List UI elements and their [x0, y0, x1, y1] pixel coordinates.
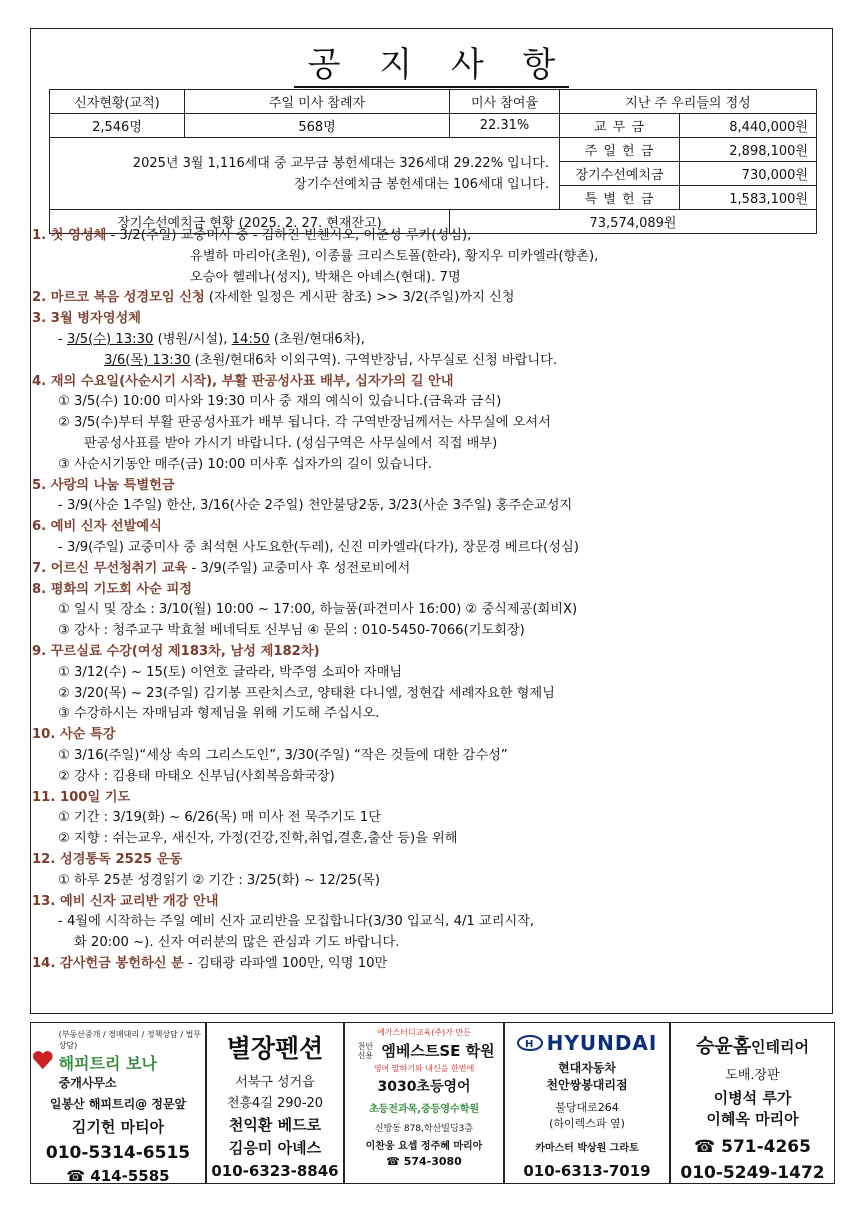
header-believers: 신자현황(교적): [50, 90, 185, 114]
notice-line: 판공성사표를 받아 가시기 바랍니다. (성심구역은 사무실에서 직접 배부): [84, 435, 498, 451]
heart-icon: [31, 1047, 55, 1073]
value-rate: 22.31%: [450, 114, 560, 138]
ad-happytree-logo: (부동산중개 / 경매대리 / 정책상담 / 법무상담) 해피트리 보나 중개사무소: [31, 1029, 205, 1091]
page-title: 공 지 사 항: [31, 37, 832, 86]
fund-label: 장기수선예치금 현황 (2025. 2. 27. 현재잔고): [50, 210, 450, 234]
notice-list: [32, 226, 812, 975]
notice-heading: 5. 사랑의 나눔 특별헌금: [32, 477, 175, 493]
ad-pension: 별장펜션 서북구 성거읍 천흥4길 290-20 천익환 베드로 김응미 아녜스 010-6323-8846: [206, 1022, 344, 1184]
offering-label: 교 무 금: [560, 114, 680, 138]
offering-label: 주 일 헌 금: [560, 138, 680, 162]
svg-text:H: H: [524, 1039, 533, 1050]
notice-line: ① 3/5(수) 10:00 미사와 19:30 미사 중 재의 예식이 있습니다.(금육과 금식): [58, 394, 502, 410]
offering-amount: 730,000원: [680, 162, 817, 186]
notice-line: ① 기간 : 3/19(화) ~ 6/26(목) 매 미사 전 묵주기도 1단: [58, 810, 382, 826]
notice-heading: 7. 어르신 무선청취기 교육: [32, 560, 188, 576]
ad-academy: 에가스터디교육(주)가 만든 천안 신용 엠베스트SE 학원 영어 말하기와 내신을 한번에 3030초등영어 초등전과목,중등영수학원 신방동 878,학산빌딩3층 이찬웅 요셉 정주혜 마리아 ☎ 574-3080: [344, 1022, 504, 1184]
notice-heading: 11. 100일 기도: [32, 789, 131, 805]
notice-line: - 3/9(주일) 교중미사 중 최석현 사도요한(두레), 신진 미카엘라(다가), 장문경 베르다(성심): [58, 539, 579, 555]
notice-line: 화 20:00 ~). 신자 여러분의 많은 관심과 기도 바랍니다.: [74, 935, 400, 951]
notice-item: [32, 226, 812, 247]
header-offering: 지난 주 우리들의 정성: [560, 90, 817, 114]
household-note-line: 2025년 3월 1,116세대 중 교무금 봉헌세대는 326세대 29.22% 입니다.: [132, 155, 549, 171]
notice-heading: 9. 꾸르실료 수강(여성 제183차, 남성 제182차): [32, 643, 320, 659]
notice-line: - 3/5(수) 13:30 (병원/시설), 14:50 (초원/현대6차),: [58, 331, 365, 347]
hyundai-logo: H HYUNDAI: [505, 1031, 669, 1055]
notice-heading: 13. 예비 신자 교리반 개강 안내: [32, 893, 219, 909]
value-attendance: 568명: [185, 114, 450, 138]
offering-label: 특 별 헌 금: [560, 186, 680, 210]
notice-line: - 3/9(사순 1주일) 한산, 3/16(사순 2주일) 천안불당2동, 3/23(사순 3주일) 홍주순교성지: [58, 498, 573, 514]
stats-table: [49, 89, 817, 234]
notice-text: - 3/2(주일) 교중미사 중 - 김하진 빈첸시오, 이준성 루카(성심),: [106, 228, 472, 243]
notice-line: ③ 수강하시는 자매님과 형제님을 위해 기도해 주십시오.: [58, 706, 380, 722]
ad-hyundai: H HYUNDAI 현대자동차 천안쌍봉대리점 불당대로264 (하이렉스파 옆) 카마스터 박상원 그라토 010-6313-7019: [504, 1022, 670, 1184]
notice-heading: 3. 3월 병자영성체: [32, 311, 141, 327]
notice-line: 유별하 마리아(초원), 이종률 크리스토폴(한라), 황지우 미카엘라(향촌),: [190, 248, 599, 264]
notice-line: ② 강사 : 김용태 마태오 신부님(사회복음화국장): [58, 768, 335, 784]
notice-line: ② 지향 : 쉬는교우, 새신자, 가정(건강,진학,취업,결혼,출산 등)을 위해: [58, 831, 458, 847]
notice-text: - 김태광 라파엘 100만, 익명 10만: [183, 955, 388, 971]
household-note-line: 장기수선예치금 봉헌세대는 106세대 입니다.: [294, 176, 549, 192]
notice-heading: 12. 성경통독 2525 운동: [32, 851, 183, 867]
notice-text: (자세한 일정은 게시판 참조) >> 3/2(주일)까지 신청: [204, 290, 515, 306]
sponsor-ads: [30, 1022, 835, 1184]
notice-line: - 4월에 시작하는 주일 예비 신자 교리반을 모집합니다(3/30 입교식, 4/1 교리시작,: [58, 914, 535, 930]
notice-item: [32, 559, 812, 580]
notice-heading: 14. 감사헌금 봉헌하신 분: [32, 955, 184, 971]
value-believers: 2,546명: [50, 114, 185, 138]
ad-happytree: (부동산중개 / 경매대리 / 정책상담 / 법무상담) 해피트리 보나 중개사무소 일봉산 해피트리@ 정문앞 김기헌 마티아 010-5314-6515 ☎ 414-5585: [30, 1022, 206, 1184]
header-rate: 미사 참여율: [450, 90, 560, 114]
notice-line: 오승아 헬레나(성지), 박채은 아녜스(현대). 7명: [190, 269, 461, 285]
offering-label: 장기수선예치금: [560, 162, 680, 186]
notice-item: [32, 288, 812, 309]
notice-heading: 2. 마르코 복음 성경모임 신청: [32, 290, 205, 306]
offering-amount: 1,583,100원: [680, 186, 817, 210]
notice-line: ② 3/20(목) ~ 23(주일) 김기봉 프란치스코, 양태환 다니엘, 정현갑 세례자요한 형제님: [58, 685, 555, 701]
header-attendance: 주일 미사 참례자: [185, 90, 450, 114]
notice-line: ② 3/5(수)부터 부활 판공성사표가 배부 됩니다. 각 구역반장님께서는 사무실에 오셔서: [58, 415, 551, 431]
offering-amount: 2,898,100원: [680, 138, 817, 162]
fund-amount: 73,574,089원: [450, 210, 817, 234]
notice-heading: 10. 사순 특강: [32, 727, 116, 743]
notice-line: ① 3/12(수) ~ 15(토) 이연호 글라라, 박주영 소피아 자매님: [58, 664, 403, 680]
notice-line: ① 3/16(주일)“세상 속의 그리스도인”, 3/30(주일) “작은 것들에 대한 감수성”: [58, 747, 508, 763]
notice-line: ① 하루 25분 성경읽기 ② 기간 : 3/25(화) ~ 12/25(목): [58, 872, 380, 888]
notice-item: [32, 954, 812, 975]
notice-line: ③ 사순시기동안 매주(금) 10:00 미사후 십자가의 길이 있습니다.: [58, 456, 432, 472]
notice-heading: 1. 첫 영성체: [32, 228, 107, 243]
notice-line: ① 일시 및 장소 : 3/10(월) 10:00 ~ 17:00, 하늘품(파견미사 16:00) ② 중식제공(회비X): [58, 602, 578, 618]
offering-amount: 8,440,000원: [680, 114, 817, 138]
notice-heading: 8. 평화의 기도회 사순 피정: [32, 581, 192, 597]
notice-heading: 4. 재의 수요일(사순시기 시작), 부활 판공성사표 배부, 십자가의 길 안내: [32, 373, 454, 389]
notice-heading: 6. 예비 신자 선발예식: [32, 519, 162, 535]
ad-interior: 승윤홈인테리어 도배.장판 이병석 루가 이혜옥 마리아 ☎ 571-4265 010-5249-1472: [670, 1022, 835, 1184]
hyundai-logo-icon: [517, 1035, 543, 1051]
notice-line: 3/6(목) 13:30 (초원/현대6차 이외구역). 구역반장님, 사무실로 신청 바랍니다.: [104, 352, 558, 368]
notice-line: ③ 강사 : 청주교구 박효철 베네딕토 신부님 ④ 문의 : 010-5450-7066(기도회장): [58, 623, 525, 639]
household-note: [50, 138, 560, 210]
notice-text: - 3/9(주일) 교중미사 후 성전로비에서: [187, 560, 411, 576]
